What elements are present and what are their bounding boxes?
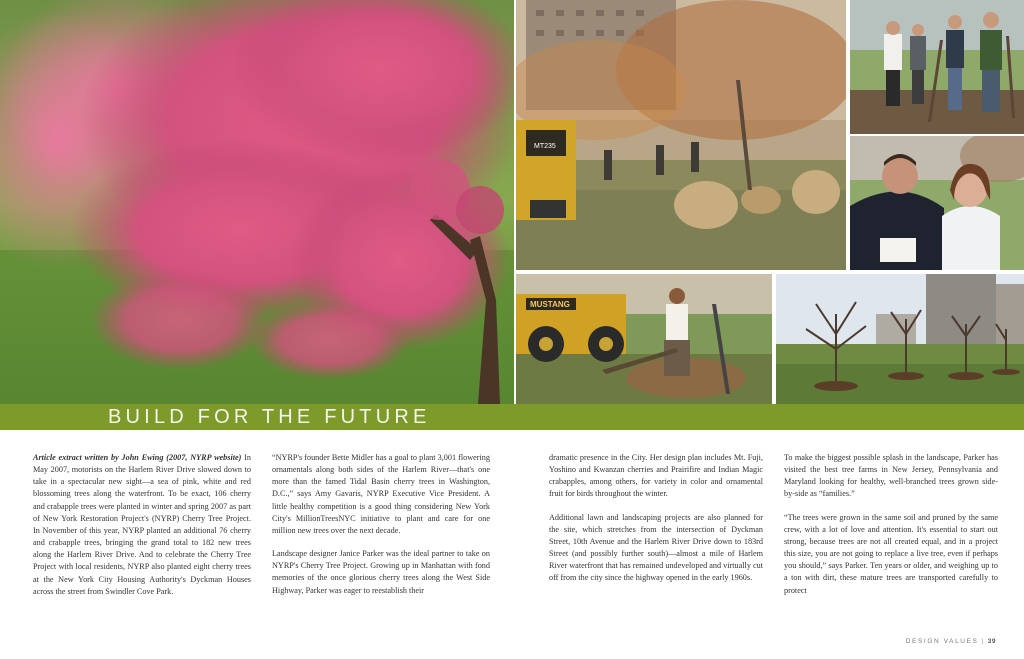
photo-cherry-blossom-tree: [0, 0, 514, 404]
article-column-2: [272, 452, 490, 608]
article-paragraph: “The trees were grown in the same soil and pruned by the same crew, with a lot of love and attention. It's essential to start out strong, because trees are not all created equal, and in a project this size, you are not going to replace a live tree, even if perhaps you should,” says Parker. Ten years or older, and weighing up to a ton with dirt, these mature trees are transported carefully to protect: [784, 512, 998, 595]
article-paragraph: Additional lawn and landscaping projects are also planned for the site, which stretches from the intersection of Dyckman Street, 10th Avenue and the Harlem River Drive down to 183rd Street (and possibly further south)—almost a mile of Harlem River waterfront that has remained undeveloped and virtually cut off from the city since the highway opened in the early 1960s.: [549, 512, 763, 583]
page-footer: [906, 638, 996, 645]
photo-couple-portrait: [850, 136, 1024, 270]
section-banner: [0, 404, 1024, 430]
section-title: BUILD FOR THE FUTURE: [108, 406, 431, 428]
footer-separator: |: [981, 638, 985, 645]
footer-section-name: DESIGN VALUES: [905, 638, 979, 645]
photo-workers-with-shovels: [850, 0, 1024, 134]
article-column-3: [549, 452, 763, 596]
photo-planting-site: [516, 0, 846, 270]
article-paragraph: Landscape designer Janice Parker was the ideal partner to take on NYRP's Cherry Tree Project. Growing up in Manhattan with fond memories of the once glorious cherry trees along the West Side Highway, Parker was eager to reestablish their: [272, 549, 490, 595]
photo-newly-planted-trees: [776, 274, 1024, 404]
excavator-sign: MT235: [534, 143, 556, 150]
article-paragraph: To make the biggest possible splash in the landscape, Parker has visited the best tree farms in New Jersey, Pennsylvania and Maryland looking for healthy, well-branched trees grown side-by-side as “families.”: [784, 453, 998, 499]
article-paragraph: [33, 452, 251, 598]
bulldozer-sign: MUSTANG: [530, 300, 570, 309]
article-paragraph: dramatic presence in the City. Her design plan includes Mt. Fuji, Yoshino and Kwanzan cherries and Prairifire and Indian Magic crabapples, among others, for variety in color and ornamental fruit for birds throughout the winter.: [549, 453, 763, 499]
article-column-4: [784, 452, 998, 608]
article-column-1: [33, 452, 251, 609]
photo-bulldozer-digging: [516, 274, 772, 404]
article-byline: Article extract written by John Ewing (2007, NYRP website): [33, 453, 242, 462]
page-number: 39: [987, 638, 996, 645]
article-text: In May 2007, motorists on the Harlem River Drive slowed down to take in a spectacular new sight—a sea of pink, white and red blossoming trees along the waterfront. To be exact, 106 cherry and crabapple trees were planted in winter and spring 2007 as part of New York Restoration Project's (NYRP) Cherry Tree Project. In November of this year, NYRP planted an additional 76 cherry and crabapple trees, bringing the grand total to 182 new trees along the Harlem River Drive. And to celebrate the Cherry Tree Project with local residents, NYRP also planted eight cherry trees at the New York City Housing Authority's Dyckman Houses across the street from Swindler Cove Park.: [33, 453, 251, 596]
article-paragraph: “NYRP's founder Bette Midler has a goal to plant 3,001 flowering ornamentals along both sides of the Harlem River—that's one more than the famed Tidal Basin cherry trees in Washington, D.C.,” says Amy Gavaris, NYRP Executive Vice President. A little healthy competition is a good thing considering New York City's MillionTreesNYC initiative to plant and care for one million new trees over the next decade.: [272, 453, 490, 535]
